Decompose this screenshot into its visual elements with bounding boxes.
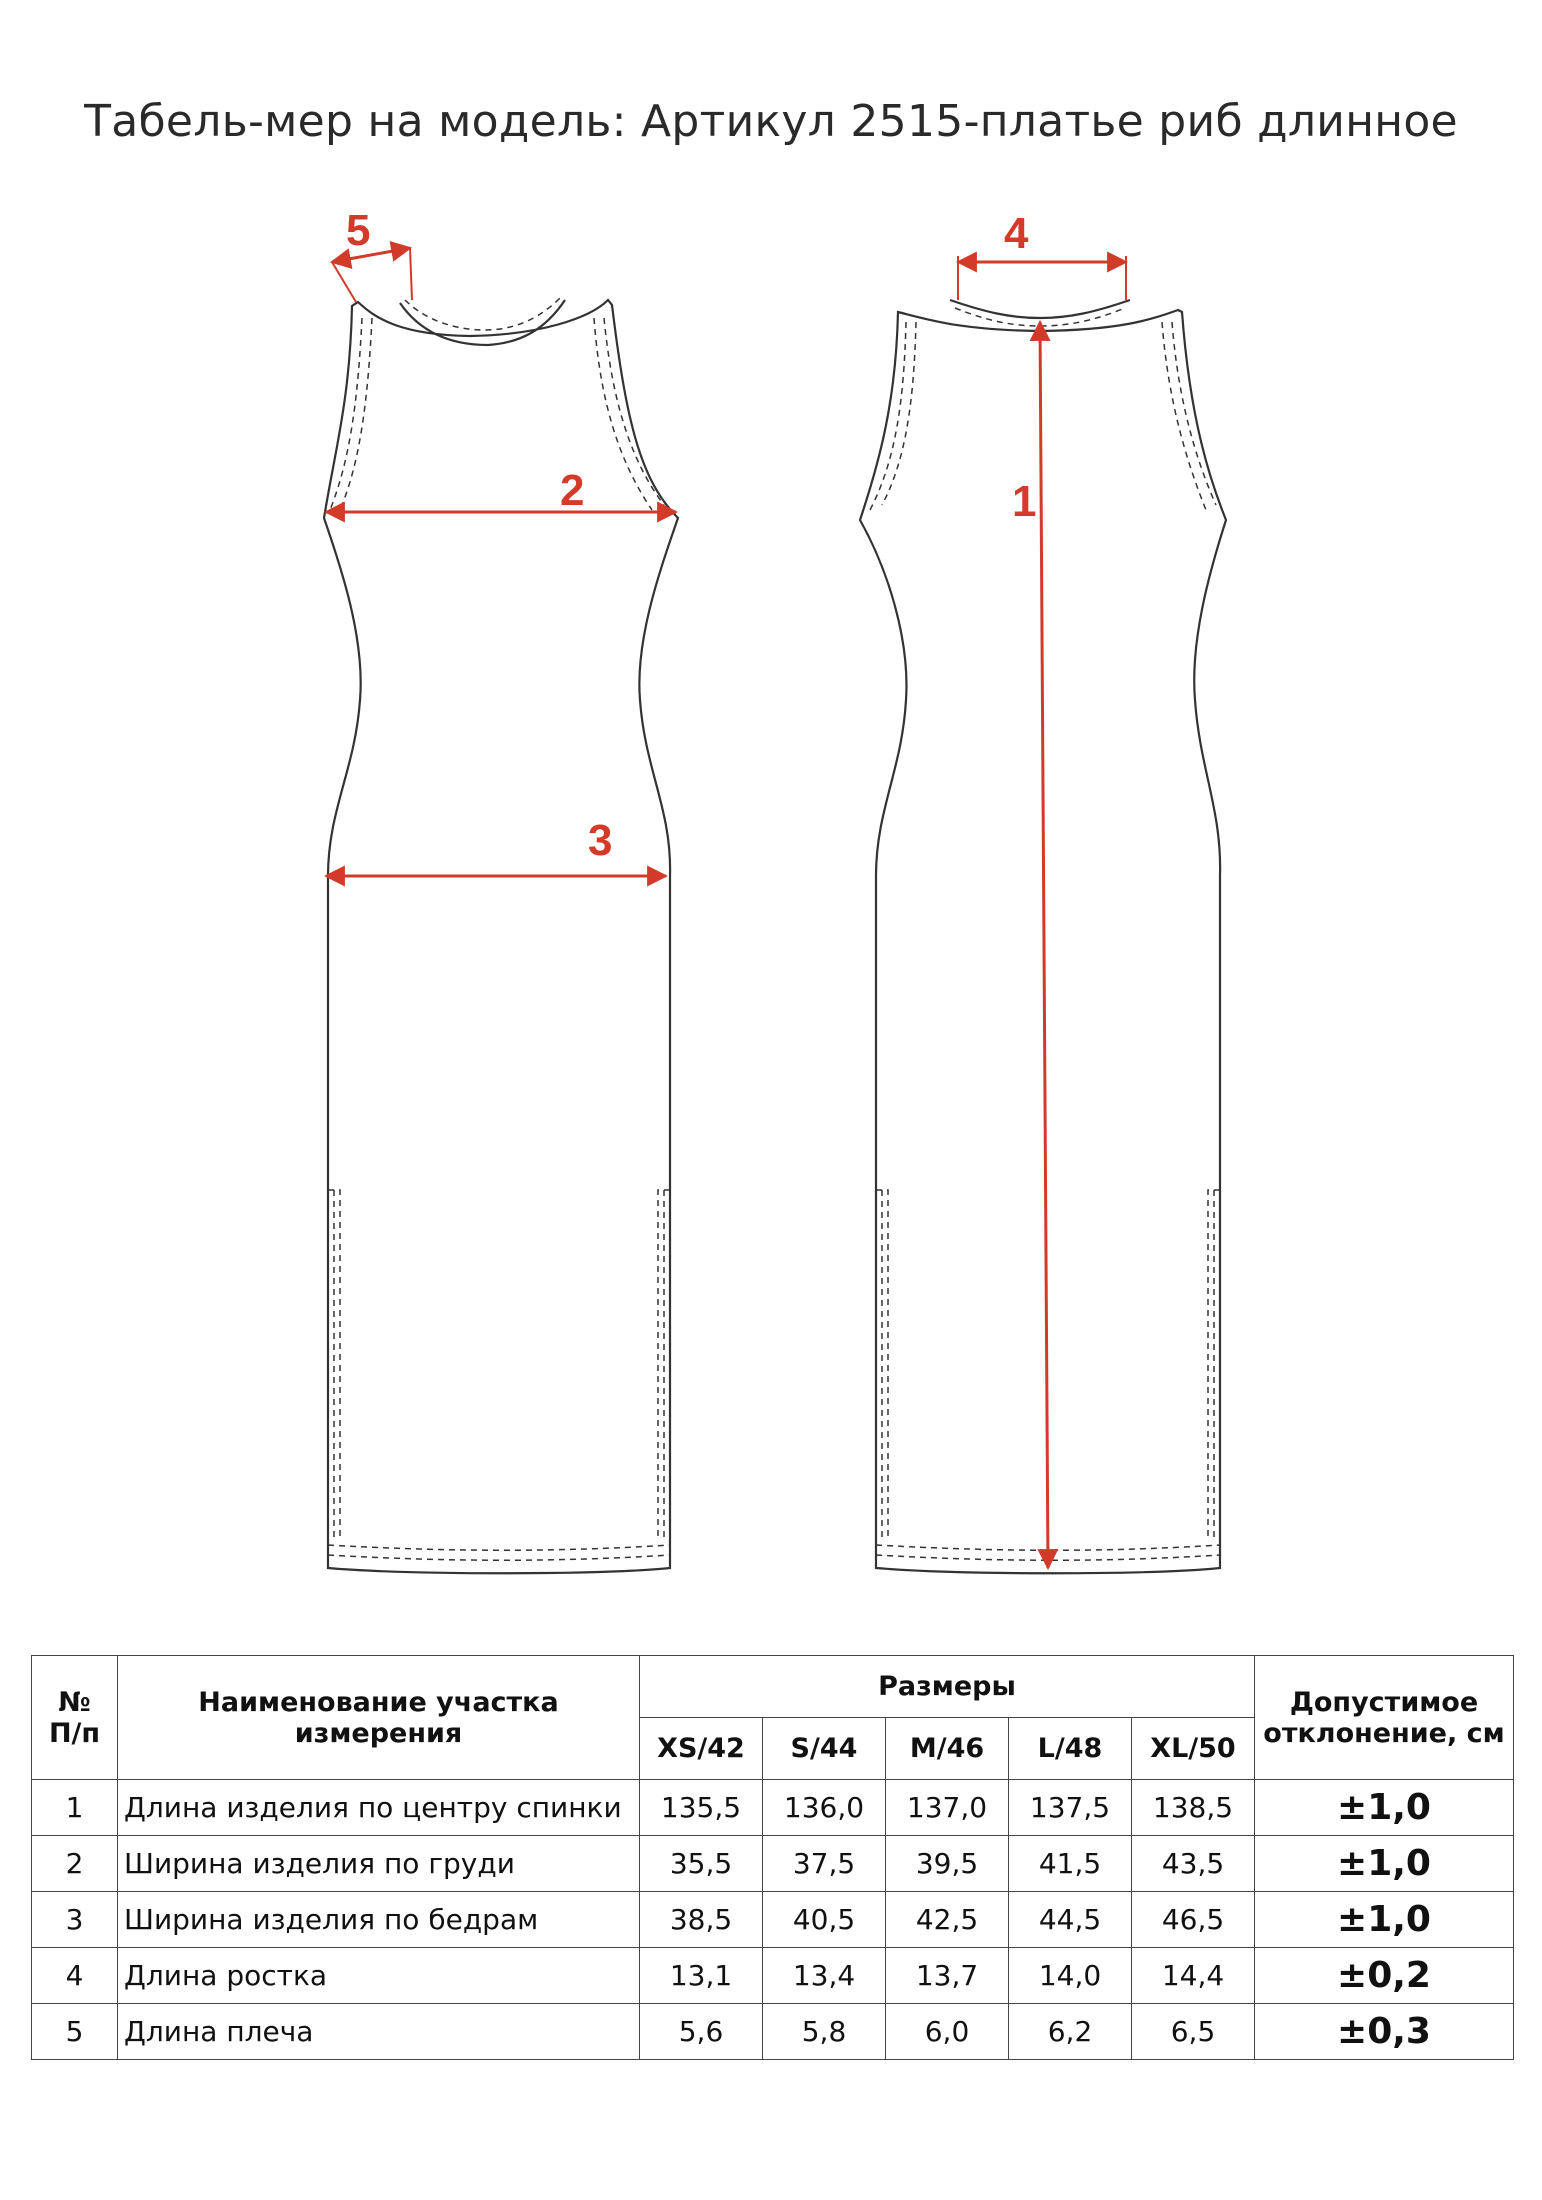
row-value: 13,7 — [886, 1948, 1009, 2004]
row-num: 2 — [32, 1836, 118, 1892]
row-tolerance: ±1,0 — [1255, 1836, 1514, 1892]
row-value: 13,1 — [640, 1948, 763, 2004]
header-name: Наименование участка измерения — [118, 1656, 640, 1780]
row-value: 5,6 — [640, 2004, 763, 2060]
header-sizes: Размеры — [640, 1656, 1255, 1718]
row-value: 43,5 — [1132, 1836, 1255, 1892]
size-header: XS/42 — [640, 1718, 763, 1780]
row-value: 46,5 — [1132, 1892, 1255, 1948]
header-num-line1: № — [58, 1686, 91, 1718]
measurement-table — [31, 1655, 1514, 2060]
measure-guide-5a — [332, 262, 356, 302]
row-value: 6,5 — [1132, 2004, 1255, 2060]
table-header-row — [32, 1656, 1514, 1718]
row-num: 3 — [32, 1892, 118, 1948]
table-row — [32, 1892, 1514, 1948]
table-row — [32, 1780, 1514, 1836]
row-value: 14,0 — [1009, 1948, 1132, 2004]
table-row — [32, 1836, 1514, 1892]
page-title: Табель-мер на модель: Артикул 2515-платье риб длинное — [84, 96, 1458, 147]
row-tolerance: ±0,3 — [1255, 2004, 1514, 2060]
row-value: 44,5 — [1009, 1892, 1132, 1948]
row-tolerance: ±0,2 — [1255, 1948, 1514, 2004]
table-row — [32, 2004, 1514, 2060]
measure-label-4: 4 — [1004, 209, 1029, 258]
row-name: Ширина изделия по груди — [118, 1836, 640, 1892]
row-name: Ширина изделия по бедрам — [118, 1892, 640, 1948]
row-value: 135,5 — [640, 1780, 763, 1836]
size-header: M/46 — [886, 1718, 1009, 1780]
size-header: XL/50 — [1132, 1718, 1255, 1780]
row-value: 137,0 — [886, 1780, 1009, 1836]
row-name: Длина плеча — [118, 2004, 640, 2060]
row-value: 6,0 — [886, 2004, 1009, 2060]
row-value: 42,5 — [886, 1892, 1009, 1948]
row-value: 40,5 — [763, 1892, 886, 1948]
header-num-line2: П/п — [48, 1717, 101, 1749]
measure-arrow-1 — [1040, 322, 1048, 1568]
header-num — [32, 1656, 118, 1780]
row-num: 1 — [32, 1780, 118, 1836]
row-tolerance: ±1,0 — [1255, 1780, 1514, 1836]
row-value: 37,5 — [763, 1836, 886, 1892]
row-value: 5,8 — [763, 2004, 886, 2060]
table-row — [32, 1948, 1514, 2004]
row-value: 14,4 — [1132, 1948, 1255, 2004]
row-num: 4 — [32, 1948, 118, 2004]
size-header: S/44 — [763, 1718, 886, 1780]
row-value: 137,5 — [1009, 1780, 1132, 1836]
row-value: 13,4 — [763, 1948, 886, 2004]
row-value: 38,5 — [640, 1892, 763, 1948]
row-value: 138,5 — [1132, 1780, 1255, 1836]
measure-label-3: 3 — [588, 816, 613, 865]
measure-label-2: 2 — [560, 466, 585, 515]
row-value: 39,5 — [886, 1836, 1009, 1892]
row-name: Длина изделия по центру спинки — [118, 1780, 640, 1836]
header-tolerance: Допустимое отклонение, см — [1255, 1656, 1514, 1780]
row-name: Длина ростка — [118, 1948, 640, 2004]
measure-guide-5b — [410, 248, 412, 300]
row-tolerance: ±1,0 — [1255, 1892, 1514, 1948]
size-header: L/48 — [1009, 1718, 1132, 1780]
row-value: 136,0 — [763, 1780, 886, 1836]
measure-arrow-5 — [332, 248, 410, 262]
measure-label-1: 1 — [1012, 477, 1037, 526]
row-value: 35,5 — [640, 1836, 763, 1892]
row-value: 41,5 — [1009, 1836, 1132, 1892]
row-value: 6,2 — [1009, 2004, 1132, 2060]
front-view-drawing — [324, 298, 678, 1573]
row-num: 5 — [32, 2004, 118, 2060]
measure-label-5: 5 — [346, 206, 371, 255]
